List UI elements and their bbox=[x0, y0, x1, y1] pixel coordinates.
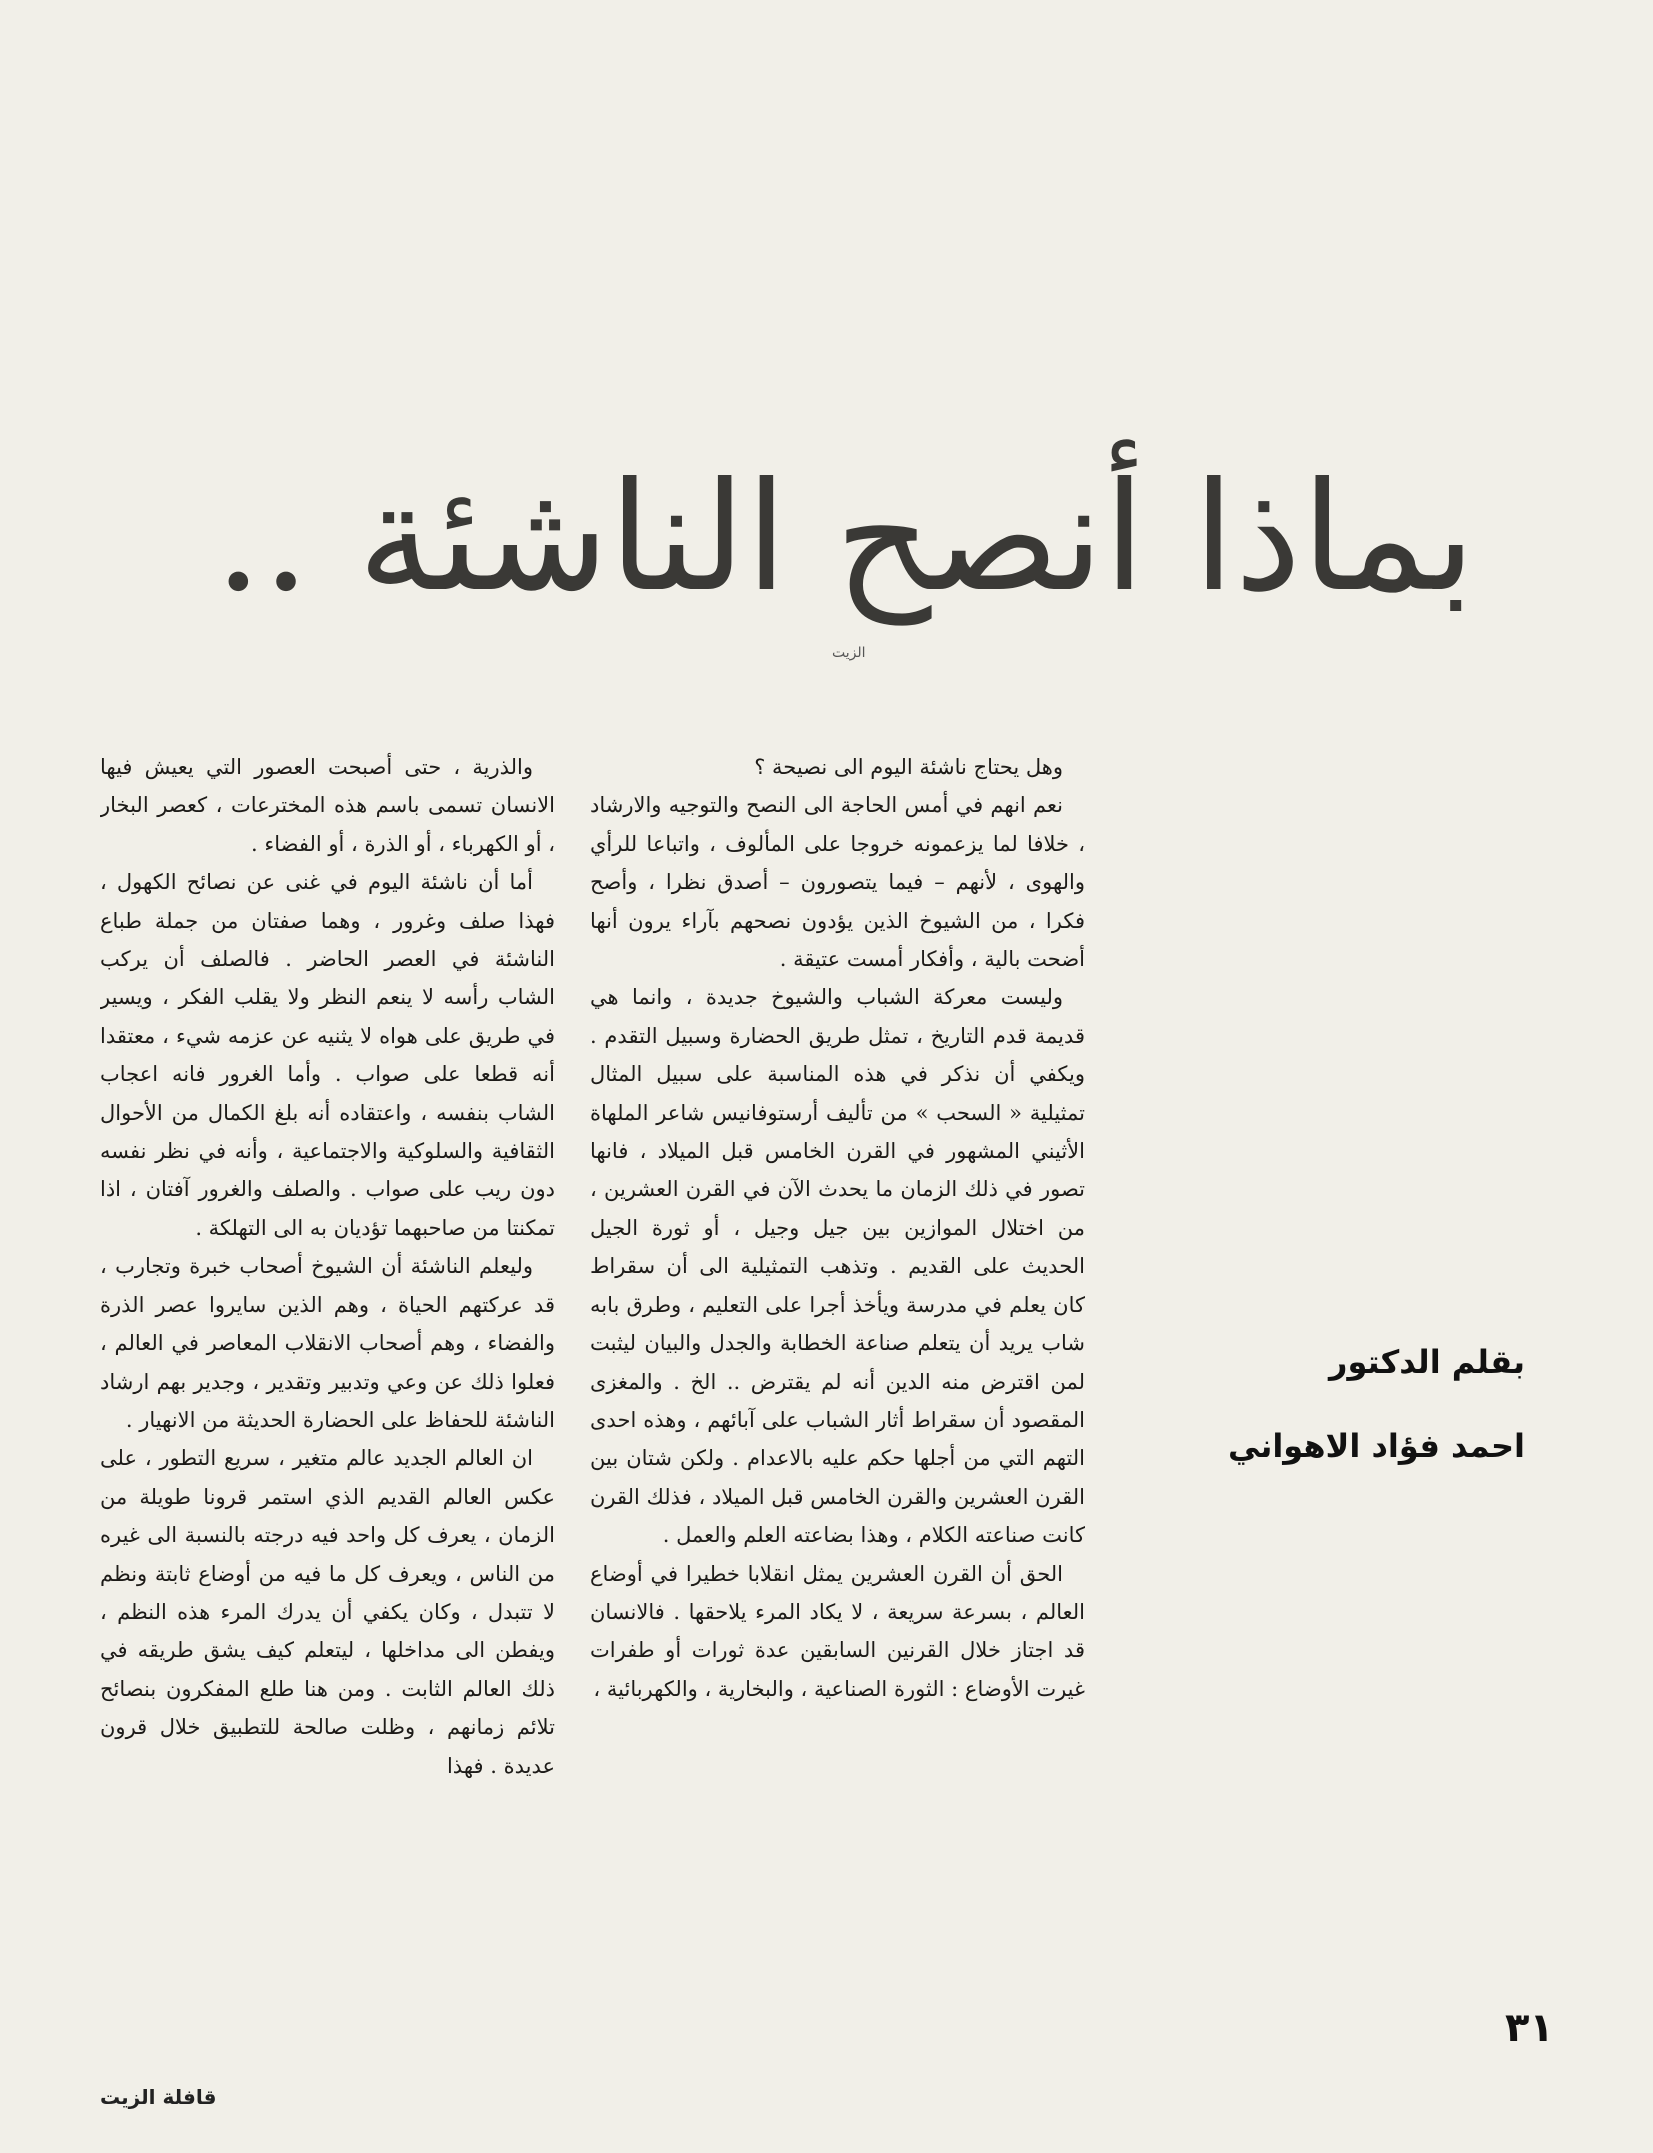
byline-author: احمد فؤاد الاهواني bbox=[1227, 1427, 1525, 1465]
article-column-left bbox=[100, 748, 555, 1958]
article-column-right bbox=[590, 748, 1085, 1958]
paragraph: والذرية ، حتى أصبحت العصور التي يعيش فيها الانسان تسمى باسم هذه المخترعات ، كعصر البخار ، أو الكهرباء ، أو الذرة ، أو الفضاء . bbox=[100, 755, 555, 856]
title-stamp: الزيت bbox=[832, 645, 866, 661]
byline bbox=[1225, 1320, 1525, 1488]
paragraph: الحق أن القرن العشرين يمثل انقلابا خطيرا في أوضاع العالم ، بسرعة سريعة ، لا يكاد المرء يلاحقها . فالانسان قد اجتاز خلال القرنين السابقين عدة ثورات أو طفرات غيرت الأوضاع : الثورة الصناعية ، والبخارية ، والكهربائية ، bbox=[590, 1561, 1085, 1701]
paragraph: أما أن ناشئة اليوم في غنى عن نصائح الكهول ، فهذا صلف وغرور ، وهما صفتان من جملة طباع الناشئة في العصر الحاضر . فالصلف أن يركب الشاب رأسه لا ينعم النظر ولا يقلب الفكر ، ويسير في طريق على هواه لا يثنيه عن عزمه شيء ، معتقدا أنه قطعا على صواب . وأما الغرور فانه اعجاب الشاب بنفسه ، واعتقاده أنه بلغ الكمال من الأحوال الثقافية والسلوكية والاجتماعية ، وأنه في نظر نفسه دون ريب على صواب . والصلف والغرور آفتان ، اذا تمكنتا من صاحبهما تؤديان به الى التهلكة . bbox=[100, 870, 555, 1240]
paragraph: نعم انهم في أمس الحاجة الى النصح والتوجيه والارشاد ، خلافا لما يزعمونه خروجا على المألوف ، واتباعا للرأي والهوى ، لأنهم – فيما يتصورون – أصدق نظرا ، وأصح فكرا ، من الشيوخ الذين يؤدون نصحهم بآراء يرون أنها أضحت بالية ، وأفكار أمست عتيقة . bbox=[590, 793, 1085, 972]
article-title: بماذا أنصح الناشئة .. bbox=[214, 450, 1476, 625]
paragraph: وليعلم الناشئة أن الشيوخ أصحاب خبرة وتجارب ، قد عركتهم الحياة ، وهم الذين سايروا عصر الذرة والفضاء ، وهم أصحاب الانقلاب المعاصر في العالم ، فعلوا ذلك عن وعي وتدبير وتقدير ، وجدير بهم ارشاد الناشئة للحفاظ على الحضارة الحديثة من الانهيار . bbox=[100, 1254, 555, 1432]
paragraph: وليست معركة الشباب والشيوخ جديدة ، وانما هي قديمة قدم التاريخ ، تمثل طريق الحضارة وسبيل التقدم . ويكفي أن نذكر في هذه المناسبة على سبيل المثال تمثيلية « السحب » من تأليف أرستوفانيس شاعر الملهاة الأثيني المشهور في القرن الخامس قبل الميلاد ، فانها تصور في ذلك الزمان ما يحدث الآن في القرن العشرين ، من اختلال الموازين بين جيل وجيل ، أو ثورة الجيل الحديث على القديم . وتذهب التمثيلية الى أن سقراط كان يعلم في مدرسة ويأخذ أجرا على التعليم ، وطرق بابه شاب يريد أن يتعلم صناعة الخطابة والجدل والبيان ليثبت لمن اقترض منه الدين أنه لم يقترض .. الخ . والمغزى المقصود أن سقراط أثار الشباب على آبائهم ، وهذه احدى التهم التي من أجلها حكم عليه بالاعدام . ولكن شتان بين القرن العشرين والقرن الخامس قبل الميلاد ، فذلك القرن كانت صناعته الكلام ، وهذا بضاعته العلم والعمل . bbox=[590, 985, 1085, 1548]
magazine-footer: قافلة الزيت bbox=[100, 2085, 217, 2109]
page-number: ٣١ bbox=[1505, 2005, 1554, 2051]
byline-prefix: بقلم الدكتور bbox=[1329, 1343, 1525, 1381]
paragraph: ان العالم الجديد عالم متغير ، سريع التطور ، على عكس العالم القديم الذي استمر قرونا طويلة من الزمان ، يعرف كل واحد فيه درجته بالنسبة الى غيره من الناس ، ويعرف كل ما فيه من أوضاع ثابتة ونظم لا تتبدل ، وكان يكفي أن يدرك المرء هذه النظم ، ويفطن الى مداخلها ، ليتعلم كيف يشق طريقه في ذلك العالم الثابت . ومن هنا طلع المفكرون بنصائح تلائم زمانهم ، وظلت صالحة للتطبيق خلال قرون عديدة . فهذا bbox=[100, 1446, 555, 1778]
paragraph: وهل يحتاج ناشئة اليوم الى نصيحة ؟ bbox=[754, 755, 1063, 779]
